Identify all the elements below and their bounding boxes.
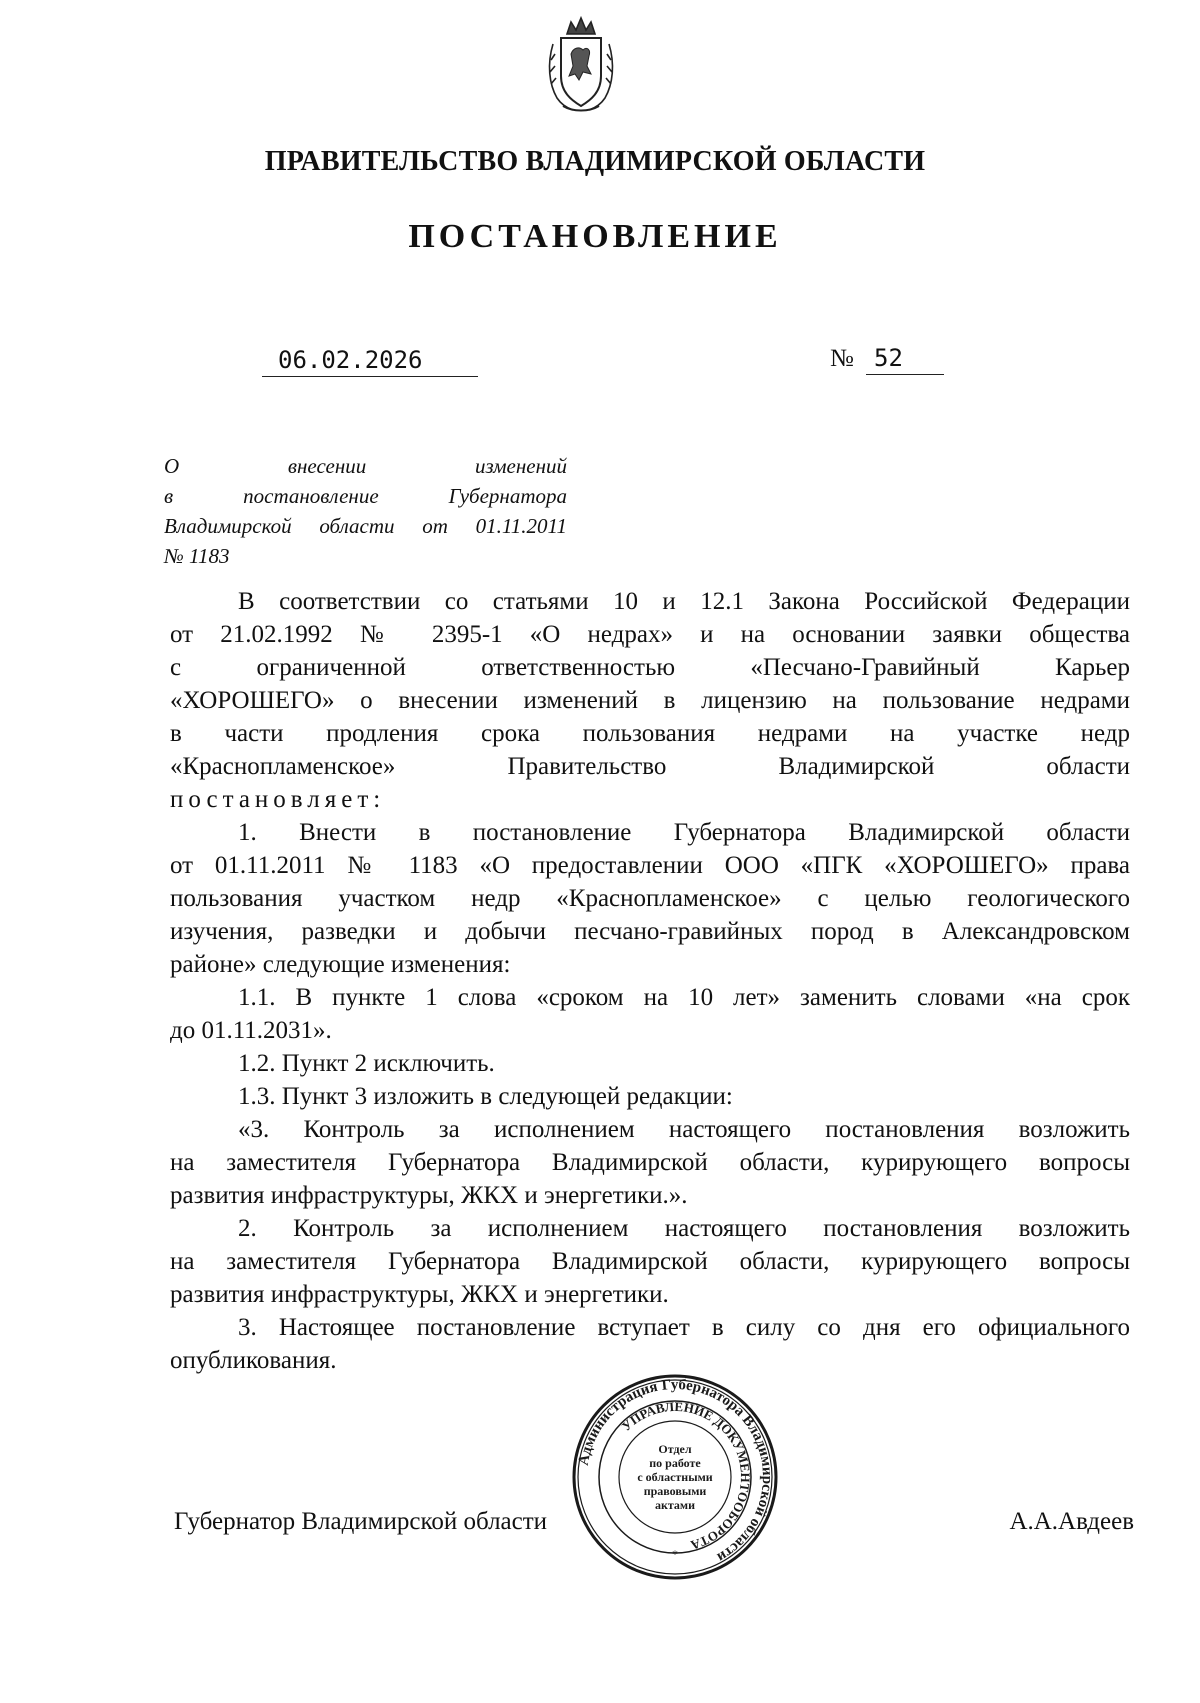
body-line: пользования участком недр «Краснопламенское» с целью геологического: [170, 885, 1130, 912]
document-number-label: №: [830, 345, 854, 372]
body-line: изучения, разведки и добычи песчано-гравийных пород в Александровском: [170, 918, 1130, 945]
body-line: «ХОРОШЕГО» о внесении изменений в лицензию на пользование недрами: [170, 687, 1130, 714]
body-line: от 01.11.2011 № 1183 «О предоставлении ООО «ПГК «ХОРОШЕГО» права: [170, 852, 1130, 879]
body-line: 1.2. Пункт 2 исключить.: [238, 1050, 495, 1077]
organization-name: ПРАВИТЕЛЬСТВО ВЛАДИМИРСКОЙ ОБЛАСТИ: [264, 146, 926, 177]
body-line-decree-word: постановляет:: [170, 786, 386, 813]
body-line: В соответствии со статьями 10 и 12.1 Закона Российской Федерации: [238, 588, 1130, 615]
body-line: развития инфраструктуры, ЖКХ и энергетики.: [170, 1281, 669, 1308]
subject-line: в постановление Губернатора: [164, 484, 567, 508]
body-line: на заместителя Губернатора Владимирской области, курирующего вопросы: [170, 1248, 1130, 1275]
signatory-title: Губернатор Владимирской области: [174, 1508, 548, 1535]
body-line: 3. Настоящее постановление вступает в силу со дня его официального: [238, 1314, 1130, 1341]
body-line: 2. Контроль за исполнением настоящего постановления возложить: [238, 1215, 1130, 1242]
document-date: 06.02.2026: [262, 346, 478, 377]
seal-center-line: по работе: [649, 1456, 701, 1470]
seal-center-line: правовыми: [643, 1484, 707, 1498]
seal-center-line: Отдел: [658, 1442, 692, 1456]
body-line: с ограниченной ответственностью «Песчано-Гравийный Карьер: [170, 654, 1130, 681]
document-number: 52: [866, 344, 944, 375]
body-line: в части продления срока пользования недрами на участке недр: [170, 720, 1130, 747]
document-type-title: ПОСТАНОВЛЕНИЕ: [408, 218, 782, 255]
body-line: опубликования.: [170, 1347, 337, 1374]
subject-line: О внесении изменений: [164, 454, 567, 478]
body-line: «Краснопламенское» Правительство Владимирской области: [170, 753, 1130, 780]
body-line: 1.1. В пункте 1 слова «сроком на 10 лет» заменить словами «на срок: [238, 984, 1130, 1011]
svg-text:Администрация Губернатора Влад: Администрация Губернатора Владимирской области: [575, 1376, 776, 1566]
seal-center-line: с областными: [637, 1470, 713, 1484]
svg-text:УПРАВЛЕНИЕ ДОКУМЕНТООБОРОТА: УПРАВЛЕНИЕ ДОКУМЕНТООБОРОТА: [618, 1398, 754, 1553]
body-line: 1. Внести в постановление Губернатора Владимирской области: [238, 819, 1130, 846]
subject-line: Владимирской области от 01.11.2011: [164, 514, 567, 538]
body-line: 1.3. Пункт 3 изложить в следующей редакции:: [238, 1083, 733, 1110]
seal-center-line: актами: [654, 1498, 696, 1512]
coat-of-arms-emblem: [543, 14, 619, 114]
body-line: от 21.02.1992 № 2395-1 «О недрах» и на основании заявки общества: [170, 621, 1130, 648]
official-seal-stamp: [570, 1372, 780, 1582]
body-line: районе» следующие изменения:: [170, 951, 511, 978]
document-body: [170, 585, 1130, 1377]
body-line: развития инфраструктуры, ЖКХ и энергетики.».: [170, 1182, 688, 1209]
subject-line: № 1183: [164, 544, 230, 568]
body-line: «3. Контроль за исполнением настоящего постановления возложить: [238, 1116, 1130, 1143]
body-line: до 01.11.2031».: [170, 1017, 332, 1044]
document-subject: [164, 451, 567, 571]
signatory-name: А.А.Авдеев: [1009, 1508, 1134, 1535]
svg-text:*: *: [672, 1547, 678, 1561]
body-line: на заместителя Губернатора Владимирской области, курирующего вопросы: [170, 1149, 1130, 1176]
